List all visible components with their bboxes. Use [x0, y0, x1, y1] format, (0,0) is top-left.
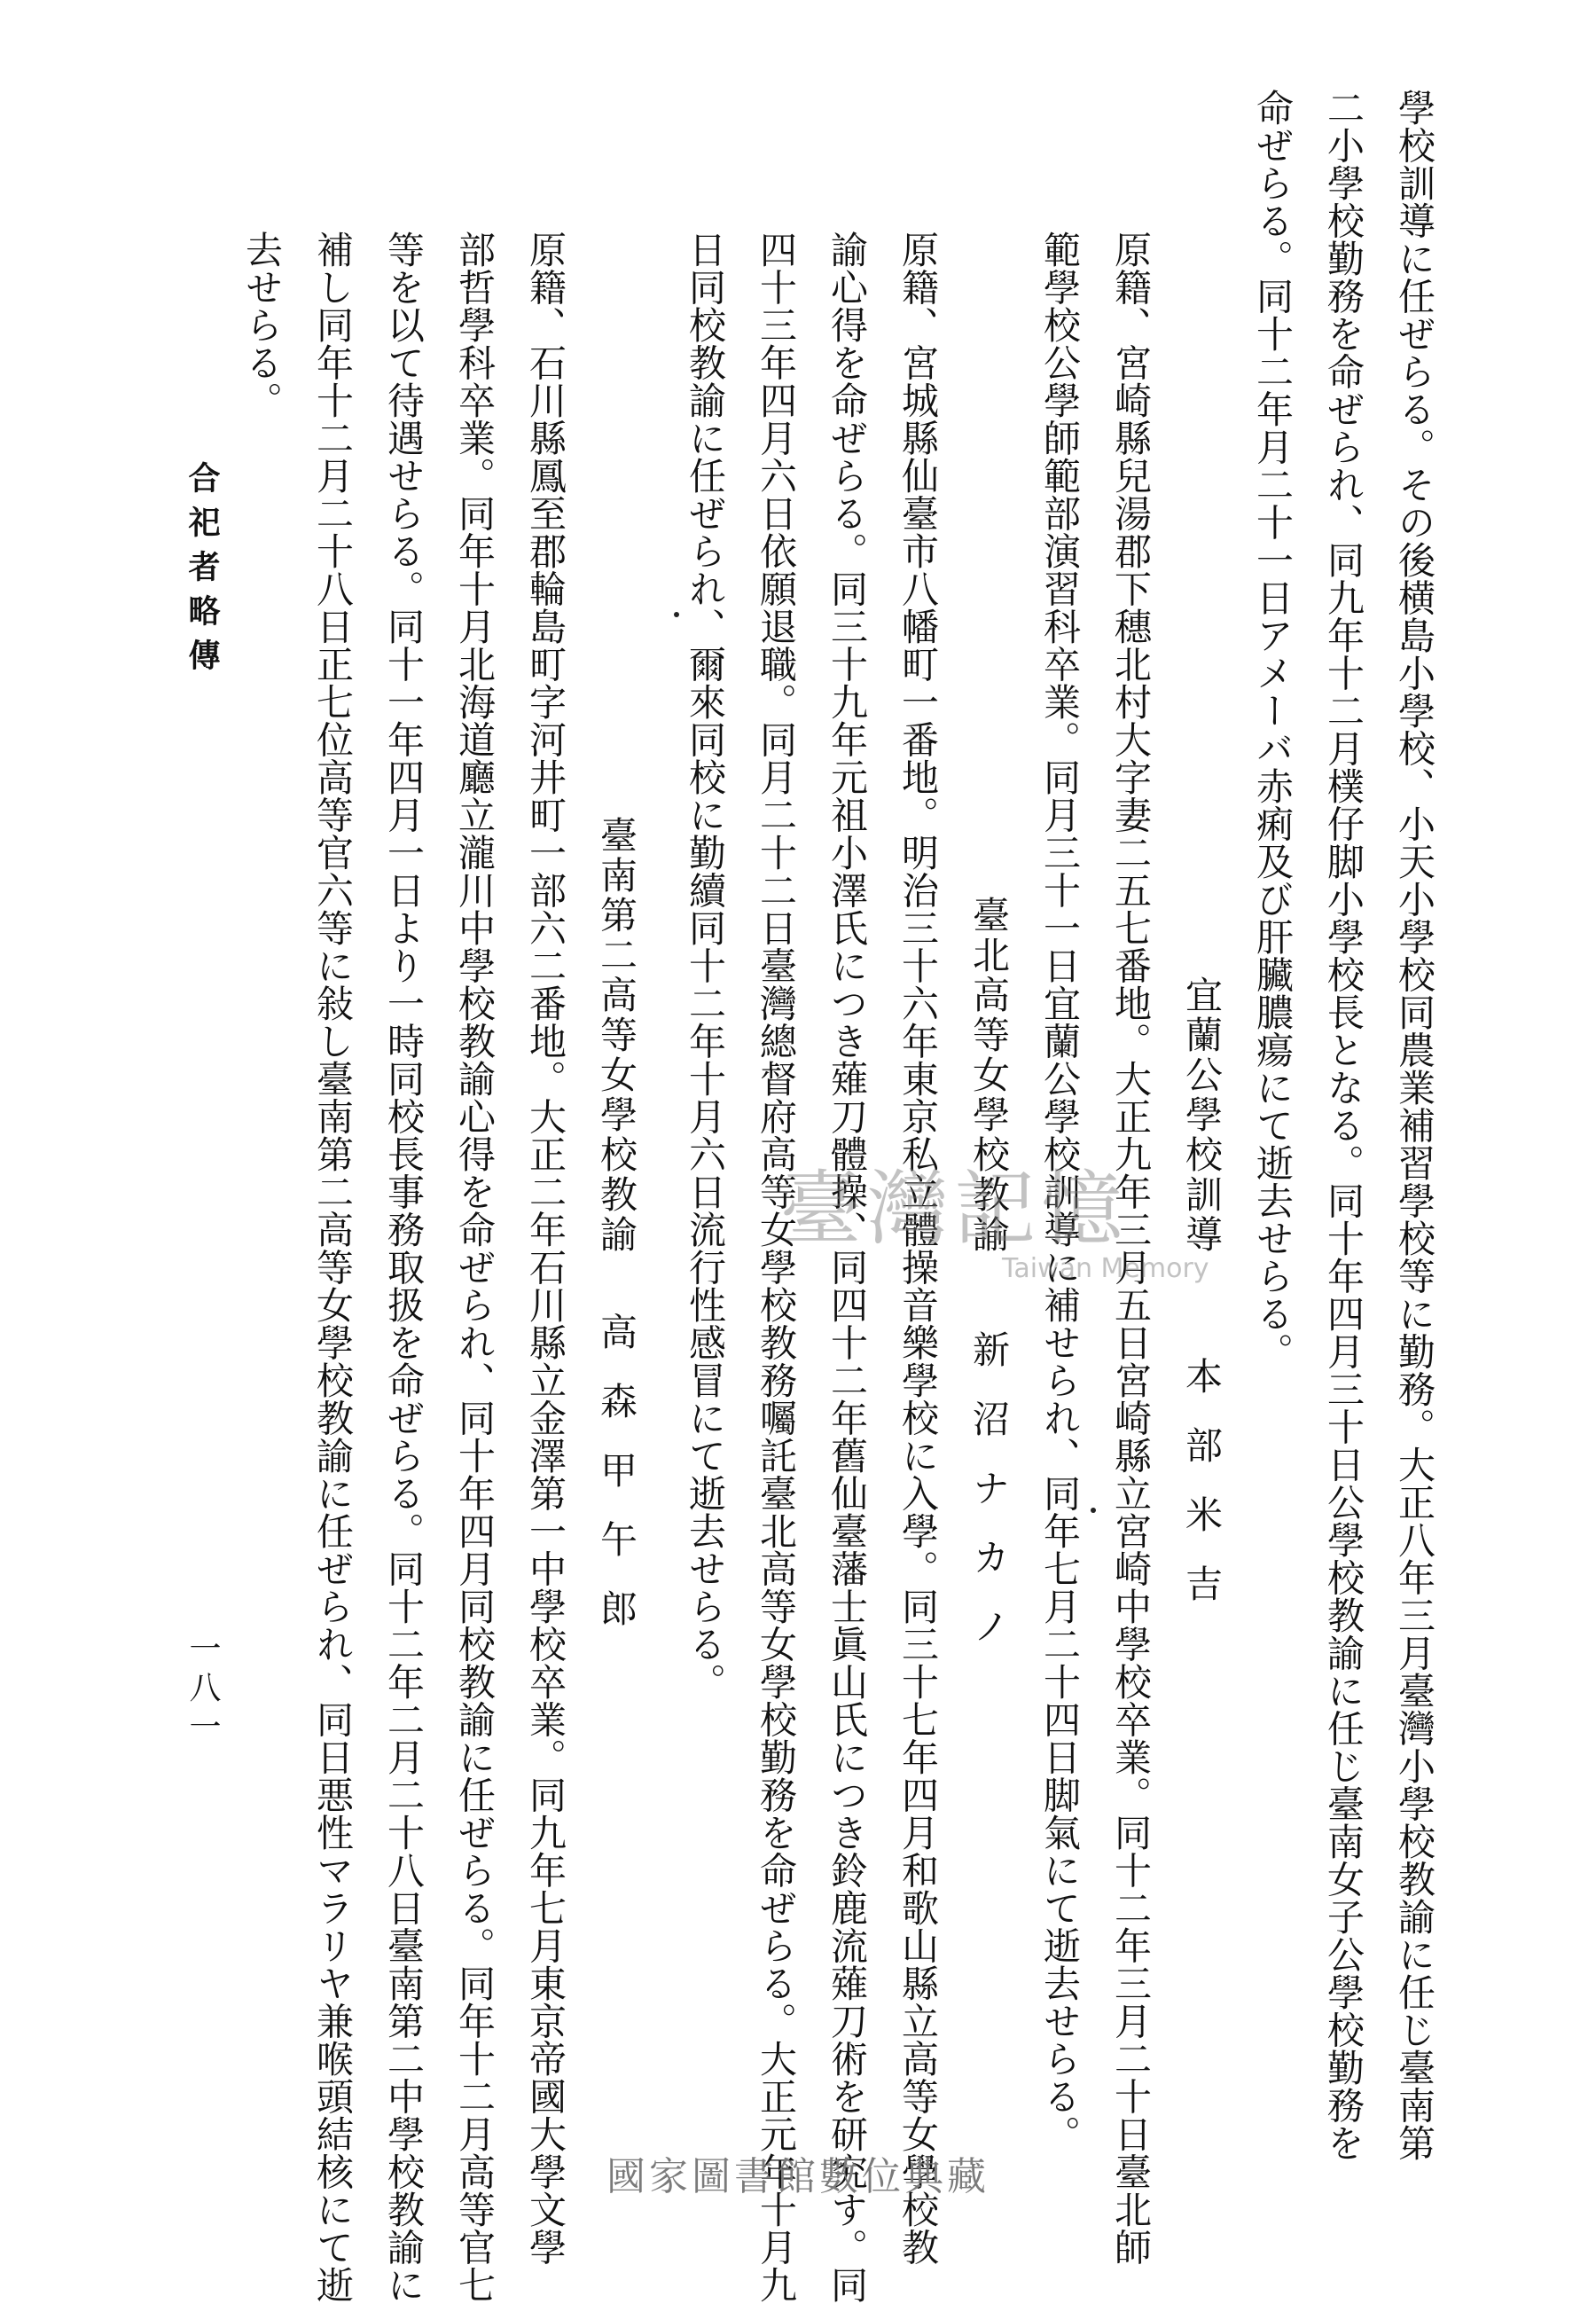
text-line: 等を以て待遇せらる。同十一年四月一日より一時同校長事務取扱を命ぜらる。同十二年二月二十八日臺南第二中學校教諭に	[382, 231, 426, 2304]
text-line: 原籍、石川縣鳳至郡輪島町字河井町一部六二番地。大正二年石川縣立金澤第一中學校卒業。同九年七月東京帝國大學文學	[524, 231, 567, 2266]
watermark-main: 臺灣記憶	[780, 1162, 1129, 1257]
archive-watermark	[780, 1153, 1241, 1286]
text-line: 原籍、宮城縣仙臺市八幡町一番地。明治三十六年東京私立體操音樂學校に入學。同三十七年四月和歌山縣立高等女學校教	[896, 231, 940, 2266]
print-mark	[1091, 1508, 1096, 1513]
text-line: 二小學校勤務を命ぜられ、同九年十二月樸仔脚小學校長となる。同十年四月三十日公學校教諭に任じ臺南女子公學校勤務を	[1322, 89, 1365, 2162]
text-line: 部哲學科卒業。同年十月北海道廳立瀧川中學校教諭心得を命ぜられ、同十年四月同校教諭に任ぜらる。同年十二月高等官七	[453, 231, 497, 2304]
text-line: 命ぜらる。同十二年月二十一日アメーバ赤痢及び肝臟膿瘍にて逝去せらる。	[1251, 89, 1295, 1370]
entry-title: 宜蘭公學校訓導	[1180, 976, 1224, 1255]
entry-name: 本部米吉	[1180, 1357, 1224, 1634]
text-line: 範學校公學師範部演習科卒業。同月三十一日宜蘭公學校訓導に補せられ、同年七月二十四日脚氣にて逝去せらる。	[1038, 231, 1082, 2153]
entry-title: 臺南第二高等女學校教諭	[595, 816, 638, 1255]
entry-name: 新沼ナカノ	[967, 1330, 1011, 1676]
text-line: 四十三年四月六日依願退職。同月二十二日臺灣總督府高等女學校教務囑託臺北高等女學校勤務を命ぜらる。大正元年十月九	[755, 231, 798, 2304]
archive-footer: 國家圖書館數位典藏	[606, 2154, 990, 2199]
running-header: 合祀者略傳	[184, 461, 221, 683]
watermark-sub: Taiwan Memory	[1002, 1253, 1209, 1284]
text-line: 原籍、宮崎縣兒湯郡下穗北村大字妻二五七番地。大正九年三月五日宮崎縣立宮崎中學校卒業。同十二年三月二十日臺北師	[1109, 231, 1153, 2266]
entry-title: 臺北高等女學校教諭	[967, 896, 1011, 1255]
print-mark	[674, 612, 679, 617]
text-line: 去せらる。	[240, 231, 284, 419]
text-line: 補し同年十二月二十八日正七位高等官六等に敍し臺南第二高等女學校教諭に任ぜられ、同日悪性マラリヤ兼喉頭結核にて逝	[311, 231, 355, 2304]
page-number: 一八一	[184, 1632, 221, 1749]
text-line: 學校訓導に任ぜらる。その後横島小學校、小天小學校同農業補習學校等に勤務。大正八年三月臺灣小學校教諭に任じ臺南第	[1393, 89, 1436, 2162]
text-line: 諭心得を命ぜらる。同三十九年元祖小澤氏につき薙刀體操、同四十二年舊仙臺藩士眞山氏につき鈴鹿流薙刀術を研究す。同	[825, 231, 869, 2304]
entry-name: 高森甲午郎	[595, 1313, 638, 1658]
text-line: 日同校教諭に任ぜられ、爾來同校に勤續同十二年十月六日流行性感冒にて逝去せらる。	[684, 231, 727, 1701]
